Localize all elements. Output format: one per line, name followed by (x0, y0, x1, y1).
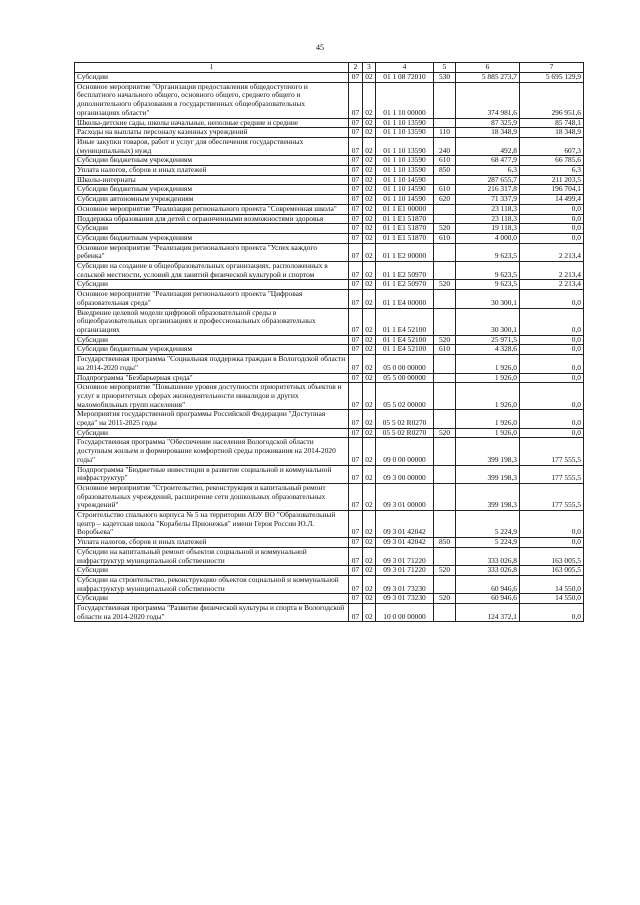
section-code: 07 (349, 355, 363, 373)
subsection-code: 02 (363, 233, 376, 243)
section-code: 07 (349, 538, 363, 548)
row-name: Субсидии автономным учреждениям (75, 195, 349, 205)
table-row (75, 308, 584, 335)
table-row (75, 280, 584, 290)
amount-year-1: 492,8 (456, 137, 520, 155)
table-row (75, 175, 584, 185)
subsection-code: 02 (363, 204, 376, 214)
amount-year-1: 19 118,3 (456, 224, 520, 234)
subsection-code: 02 (363, 243, 376, 261)
header-cell-3: 3 (363, 63, 376, 73)
section-code: 07 (349, 185, 363, 195)
expense-type-code: 850 (434, 538, 456, 548)
table-row (75, 345, 584, 355)
amount-year-1: 87 325,9 (456, 118, 520, 128)
expense-type-code (434, 308, 456, 335)
section-code: 07 (349, 438, 363, 465)
expense-type-code: 610 (434, 233, 456, 243)
target-article-code: 01 1 10 14590 (376, 175, 434, 185)
amount-year-2: 0,0 (520, 308, 584, 335)
table-row (75, 594, 584, 604)
subsection-code: 02 (363, 335, 376, 345)
section-code: 07 (349, 82, 363, 118)
target-article-code: 01 1 10 13590 (376, 166, 434, 176)
amount-year-2: 0,0 (520, 383, 584, 410)
subsection-code: 02 (363, 483, 376, 510)
header-cell-6: 6 (456, 63, 520, 73)
amount-year-2: 0,0 (520, 410, 584, 428)
row-name: Субсидии на создание в общеобразовательных организациях, расположенных в сельской местности, условий для занятий физической культурой и спортом (75, 262, 349, 280)
amount-year-2: 6,3 (520, 166, 584, 176)
target-article-code: 01 1 E4 00000 (376, 290, 434, 308)
amount-year-2: 177 555,5 (520, 483, 584, 510)
amount-year-1: 6,3 (456, 166, 520, 176)
target-article-code: 01 1 10 14590 (376, 195, 434, 205)
table-row (75, 383, 584, 410)
subsection-code: 02 (363, 383, 376, 410)
table-row (75, 483, 584, 510)
subsection-code: 02 (363, 185, 376, 195)
expense-type-code: 610 (434, 185, 456, 195)
expense-type-code: 610 (434, 156, 456, 166)
amount-year-2: 607,3 (520, 137, 584, 155)
amount-year-1: 287 655,7 (456, 175, 520, 185)
section-code: 07 (349, 195, 363, 205)
amount-year-1: 60 946,6 (456, 594, 520, 604)
amount-year-1: 5 224,9 (456, 511, 520, 538)
target-article-code: 01 1 E1 00000 (376, 204, 434, 214)
row-name: Уплата налогов, сборов и иных платежей (75, 538, 349, 548)
table-row (75, 575, 584, 593)
expense-type-code: 850 (434, 166, 456, 176)
amount-year-2: 0,0 (520, 604, 584, 622)
target-article-code: 09 3 01 00000 (376, 483, 434, 510)
subsection-code: 02 (363, 175, 376, 185)
subsection-code: 02 (363, 82, 376, 118)
row-name: Основное мероприятие "Реализация регионального проекта "Современная школа" (75, 204, 349, 214)
row-name: Субсидии бюджетным учреждениям (75, 345, 349, 355)
row-name: Государственная программа "Развитие физической культуры и спорта в Вологодской области на 2014-2020 годы" (75, 604, 349, 622)
expense-type-code (434, 355, 456, 373)
section-code: 07 (349, 262, 363, 280)
expense-type-code: 610 (434, 345, 456, 355)
subsection-code: 02 (363, 262, 376, 280)
row-name: Государственная программа "Обеспечение населения Вологодской области доступным жильем и формирование комфортной среды проживания на 2014-2020 годы" (75, 438, 349, 465)
section-code: 07 (349, 204, 363, 214)
header-cell-7: 7 (520, 63, 584, 73)
expense-type-code (434, 82, 456, 118)
expense-type-code (434, 604, 456, 622)
amount-year-1: 1 926,0 (456, 410, 520, 428)
header-cell-4: 4 (376, 63, 434, 73)
table-row (75, 355, 584, 373)
section-code: 07 (349, 118, 363, 128)
subsection-code: 02 (363, 604, 376, 622)
amount-year-2: 196 704,1 (520, 185, 584, 195)
table-row (75, 73, 584, 83)
amount-year-1: 333 026,8 (456, 566, 520, 576)
row-name: Внедрение целевой модели цифровой образовательной среды в общеобразовательных организациях и профессиональных образовательных организациях (75, 308, 349, 335)
subsection-code: 02 (363, 224, 376, 234)
subsection-code: 02 (363, 308, 376, 335)
subsection-code: 02 (363, 428, 376, 438)
amount-year-2: 14 499,4 (520, 195, 584, 205)
target-article-code: 09 3 01 42042 (376, 511, 434, 538)
target-article-code: 09 3 01 73230 (376, 594, 434, 604)
expense-type-code: 620 (434, 195, 456, 205)
amount-year-1: 5 885 273,7 (456, 73, 520, 83)
section-code: 07 (349, 483, 363, 510)
amount-year-1: 399 198,3 (456, 483, 520, 510)
row-name: Субсидии (75, 428, 349, 438)
amount-year-2: 14 550,0 (520, 594, 584, 604)
subsection-code: 02 (363, 214, 376, 224)
amount-year-2: 85 748,1 (520, 118, 584, 128)
target-article-code: 01 1 E4 52100 (376, 335, 434, 345)
target-article-code: 01 1 E2 00000 (376, 243, 434, 261)
section-code: 07 (349, 604, 363, 622)
subsection-code: 02 (363, 465, 376, 483)
section-code: 07 (349, 383, 363, 410)
amount-year-1: 1 926,0 (456, 373, 520, 383)
amount-year-2: 2 213,4 (520, 280, 584, 290)
amount-year-1: 399 198,3 (456, 465, 520, 483)
target-article-code: 09 3 01 42042 (376, 538, 434, 548)
row-name: Субсидии на капитальный ремонт объектов социальной и коммунальной инфраструктур муниципальной собственности (75, 547, 349, 565)
expense-type-code (434, 575, 456, 593)
target-article-code: 10 0 00 00000 (376, 604, 434, 622)
amount-year-1: 4 328,6 (456, 345, 520, 355)
subsection-code: 02 (363, 575, 376, 593)
row-name: Субсидии (75, 224, 349, 234)
row-name: Субсидии (75, 280, 349, 290)
subsection-code: 02 (363, 373, 376, 383)
table-row (75, 373, 584, 383)
section-code: 07 (349, 345, 363, 355)
expense-type-code: 530 (434, 73, 456, 83)
subsection-code: 02 (363, 538, 376, 548)
target-article-code: 01 1 10 00000 (376, 82, 434, 118)
expense-type-code (434, 262, 456, 280)
subsection-code: 02 (363, 195, 376, 205)
expense-type-code (434, 243, 456, 261)
expense-type-code (434, 465, 456, 483)
amount-year-2: 0,0 (520, 345, 584, 355)
amount-year-2: 296 951,6 (520, 82, 584, 118)
budget-table (74, 62, 584, 622)
subsection-code: 02 (363, 547, 376, 565)
row-name: Основное мероприятие "Реализация регионального проекта "Успех каждого ребенка" (75, 243, 349, 261)
amount-year-1: 30 300,1 (456, 308, 520, 335)
section-code: 07 (349, 465, 363, 483)
expense-type-code: 520 (434, 335, 456, 345)
target-article-code: 09 3 01 73230 (376, 575, 434, 593)
subsection-code: 02 (363, 118, 376, 128)
table-body (75, 63, 584, 622)
amount-year-2: 0,0 (520, 290, 584, 308)
target-article-code: 01 1 E4 52100 (376, 308, 434, 335)
table-row (75, 262, 584, 280)
amount-year-1: 1 926,0 (456, 383, 520, 410)
section-code: 07 (349, 175, 363, 185)
amount-year-1: 30 300,1 (456, 290, 520, 308)
amount-year-1: 18 348,9 (456, 128, 520, 138)
section-code: 07 (349, 335, 363, 345)
table-row (75, 511, 584, 538)
expense-type-code (434, 214, 456, 224)
table-row (75, 566, 584, 576)
table-row (75, 243, 584, 261)
amount-year-1: 1 926,0 (456, 355, 520, 373)
amount-year-2: 0,0 (520, 511, 584, 538)
amount-year-1: 60 946,6 (456, 575, 520, 593)
expense-type-code (434, 410, 456, 428)
amount-year-2: 2 213,4 (520, 243, 584, 261)
target-article-code: 01 1 E2 50970 (376, 262, 434, 280)
amount-year-1: 216 317,8 (456, 185, 520, 195)
header-cell-5: 5 (434, 63, 456, 73)
row-name: Школы-детские сады, школы начальные, неполные средние и средние (75, 118, 349, 128)
table-row (75, 118, 584, 128)
row-name: Основное мероприятие "Строительство, реконструкция и капитальный ремонт образовательных учреждений, расширение сети дошкольных образовательных учреждений" (75, 483, 349, 510)
table-row (75, 538, 584, 548)
row-name: Субсидии (75, 335, 349, 345)
target-article-code: 01 1 10 13590 (376, 128, 434, 138)
expense-type-code (434, 118, 456, 128)
target-article-code: 01 1 10 14590 (376, 185, 434, 195)
section-code: 07 (349, 233, 363, 243)
amount-year-2: 14 550,0 (520, 575, 584, 593)
target-article-code: 01 1 10 13590 (376, 118, 434, 128)
amount-year-1: 9 623,5 (456, 243, 520, 261)
target-article-code: 09 0 00 00000 (376, 438, 434, 465)
expense-type-code: 520 (434, 566, 456, 576)
subsection-code: 02 (363, 156, 376, 166)
amount-year-1: 68 477,9 (456, 156, 520, 166)
amount-year-2: 18 348,9 (520, 128, 584, 138)
section-code: 07 (349, 594, 363, 604)
table-row (75, 156, 584, 166)
row-name: Подпрограмма "Бюджетные инвестиции в развитие социальной и коммунальной инфраструктур" (75, 465, 349, 483)
section-code: 07 (349, 547, 363, 565)
subsection-code: 02 (363, 594, 376, 604)
target-article-code: 01 1 E1 51870 (376, 214, 434, 224)
row-name: Основное мероприятие "Повышение уровня доступности приоритетных объектов и услуг в приоритетных сферах жизнедеятельности инвалидов и других маломобильных групп населения" (75, 383, 349, 410)
expense-type-code (434, 547, 456, 565)
subsection-code: 02 (363, 345, 376, 355)
target-article-code: 01 1 E2 50970 (376, 280, 434, 290)
expense-type-code: 520 (434, 594, 456, 604)
row-name: Основное мероприятие "Организация предоставления общедоступного и бесплатного начального общего, основного общего, среднего общего и дополнительного образования в государственных общеобразовательных организациях области" (75, 82, 349, 118)
section-code: 07 (349, 566, 363, 576)
header-cell-2: 2 (349, 63, 363, 73)
row-name: Субсидии на строительство, реконструкцию объектов социальной и коммунальной инфраструктур муниципальной собственности (75, 575, 349, 593)
amount-year-2: 163 005,5 (520, 566, 584, 576)
row-name: Уплата налогов, сборов и иных платежей (75, 166, 349, 176)
subsection-code: 02 (363, 137, 376, 155)
amount-year-1: 9 623,5 (456, 262, 520, 280)
amount-year-2: 0,0 (520, 428, 584, 438)
amount-year-1: 23 118,3 (456, 204, 520, 214)
amount-year-2: 0,0 (520, 224, 584, 234)
row-name: Подпрограмма "Безбарьерная среда" (75, 373, 349, 383)
subsection-code: 02 (363, 355, 376, 373)
page-number: 45 (316, 43, 324, 52)
table-row (75, 233, 584, 243)
target-article-code: 05 5 00 00000 (376, 373, 434, 383)
table-row (75, 428, 584, 438)
amount-year-2: 66 785,6 (520, 156, 584, 166)
expense-type-code (434, 290, 456, 308)
section-code: 07 (349, 243, 363, 261)
section-code: 07 (349, 156, 363, 166)
amount-year-1: 399 198,3 (456, 438, 520, 465)
row-name: Государственная программа "Социальная поддержка граждан в Вологодской области на 2014-2020 годы" (75, 355, 349, 373)
table-row (75, 166, 584, 176)
section-code: 07 (349, 214, 363, 224)
target-article-code: 09 3 01 71220 (376, 566, 434, 576)
table-header-row (75, 63, 584, 73)
table-row (75, 224, 584, 234)
amount-year-2: 211 203,5 (520, 175, 584, 185)
amount-year-2: 0,0 (520, 373, 584, 383)
section-code: 07 (349, 166, 363, 176)
row-name: Основное мероприятие "Реализация регионального проекта "Цифровая образовательная среда" (75, 290, 349, 308)
section-code: 07 (349, 373, 363, 383)
row-name: Субсидии (75, 594, 349, 604)
row-name: Поддержка образования для детей с ограниченными возможностями здоровья (75, 214, 349, 224)
section-code: 07 (349, 128, 363, 138)
table-row (75, 547, 584, 565)
expense-type-code: 110 (434, 128, 456, 138)
table-row (75, 604, 584, 622)
amount-year-1: 4 000,0 (456, 233, 520, 243)
target-article-code: 05 0 00 00000 (376, 355, 434, 373)
target-article-code: 01 1 E4 52100 (376, 345, 434, 355)
header-cell-1: 1 (75, 63, 349, 73)
amount-year-2: 0,0 (520, 538, 584, 548)
amount-year-2: 0,0 (520, 335, 584, 345)
target-article-code: 05 5 02 R0270 (376, 410, 434, 428)
amount-year-1: 5 224,9 (456, 538, 520, 548)
expense-type-code (434, 373, 456, 383)
target-article-code: 01 1 10 13590 (376, 156, 434, 166)
subsection-code: 02 (363, 166, 376, 176)
target-article-code: 05 5 02 00000 (376, 383, 434, 410)
table-row (75, 290, 584, 308)
expense-type-code (434, 175, 456, 185)
amount-year-1: 25 971,5 (456, 335, 520, 345)
amount-year-1: 374 981,6 (456, 82, 520, 118)
row-name: Иные закупки товаров, работ и услуг для обеспечения государственных (муниципальных) нужд (75, 137, 349, 155)
expense-type-code: 240 (434, 137, 456, 155)
row-name: Субсидии бюджетным учреждениям (75, 185, 349, 195)
table-row (75, 204, 584, 214)
section-code: 07 (349, 224, 363, 234)
section-code: 07 (349, 308, 363, 335)
amount-year-2: 0,0 (520, 204, 584, 214)
subsection-code: 02 (363, 438, 376, 465)
target-article-code: 09 3 01 71220 (376, 547, 434, 565)
row-name: Субсидии (75, 73, 349, 83)
target-article-code: 01 1 08 72010 (376, 73, 434, 83)
section-code: 07 (349, 575, 363, 593)
section-code: 07 (349, 428, 363, 438)
target-article-code: 01 1 E1 51870 (376, 233, 434, 243)
row-name: Строительство спального корпуса № 5 на территории АОУ ВО "Образовательный центр – кадетская школа "Корабелы Прионежья" имени Героя России Ю.Л. Воробьева" (75, 511, 349, 538)
table-row (75, 185, 584, 195)
table-row (75, 82, 584, 118)
subsection-code: 02 (363, 566, 376, 576)
amount-year-2: 0,0 (520, 355, 584, 373)
target-article-code: 01 1 E1 51870 (376, 224, 434, 234)
section-code: 07 (349, 73, 363, 83)
table-row (75, 410, 584, 428)
subsection-code: 02 (363, 410, 376, 428)
amount-year-1: 124 372,1 (456, 604, 520, 622)
expense-type-code (434, 511, 456, 538)
row-name: Субсидии бюджетным учреждениям (75, 233, 349, 243)
amount-year-2: 2 213,4 (520, 262, 584, 280)
row-name: Расходы на выплаты персоналу казенных учреждений (75, 128, 349, 138)
amount-year-2: 177 555,5 (520, 465, 584, 483)
amount-year-2: 177 555,5 (520, 438, 584, 465)
table-row (75, 335, 584, 345)
subsection-code: 02 (363, 73, 376, 83)
amount-year-2: 0,0 (520, 214, 584, 224)
section-code: 07 (349, 137, 363, 155)
amount-year-1: 23 118,3 (456, 214, 520, 224)
table-row (75, 438, 584, 465)
section-code: 07 (349, 290, 363, 308)
amount-year-1: 333 026,8 (456, 547, 520, 565)
table-row (75, 214, 584, 224)
amount-year-1: 1 926,0 (456, 428, 520, 438)
row-name: Школы-интернаты (75, 175, 349, 185)
table-row (75, 137, 584, 155)
row-name: Субсидии (75, 566, 349, 576)
target-article-code: 05 5 02 R0270 (376, 428, 434, 438)
table-row (75, 195, 584, 205)
table-row (75, 465, 584, 483)
expense-type-code: 520 (434, 224, 456, 234)
expense-type-code (434, 438, 456, 465)
expense-type-code: 520 (434, 428, 456, 438)
table-row (75, 128, 584, 138)
amount-year-2: 163 005,5 (520, 547, 584, 565)
expense-type-code (434, 383, 456, 410)
expense-type-code: 520 (434, 280, 456, 290)
target-article-code: 01 1 10 13590 (376, 137, 434, 155)
expense-type-code (434, 483, 456, 510)
amount-year-2: 0,0 (520, 233, 584, 243)
subsection-code: 02 (363, 290, 376, 308)
amount-year-1: 9 623,5 (456, 280, 520, 290)
row-name: Мероприятия государственной программы Российской Федерации "Доступная среда" на 2011-2025 годы (75, 410, 349, 428)
row-name: Субсидии бюджетным учреждениям (75, 156, 349, 166)
section-code: 07 (349, 410, 363, 428)
subsection-code: 02 (363, 280, 376, 290)
amount-year-1: 71 337,9 (456, 195, 520, 205)
expense-type-code (434, 204, 456, 214)
subsection-code: 02 (363, 511, 376, 538)
subsection-code: 02 (363, 128, 376, 138)
section-code: 07 (349, 511, 363, 538)
amount-year-2: 5 695 129,9 (520, 73, 584, 83)
section-code: 07 (349, 280, 363, 290)
target-article-code: 09 3 00 00000 (376, 465, 434, 483)
